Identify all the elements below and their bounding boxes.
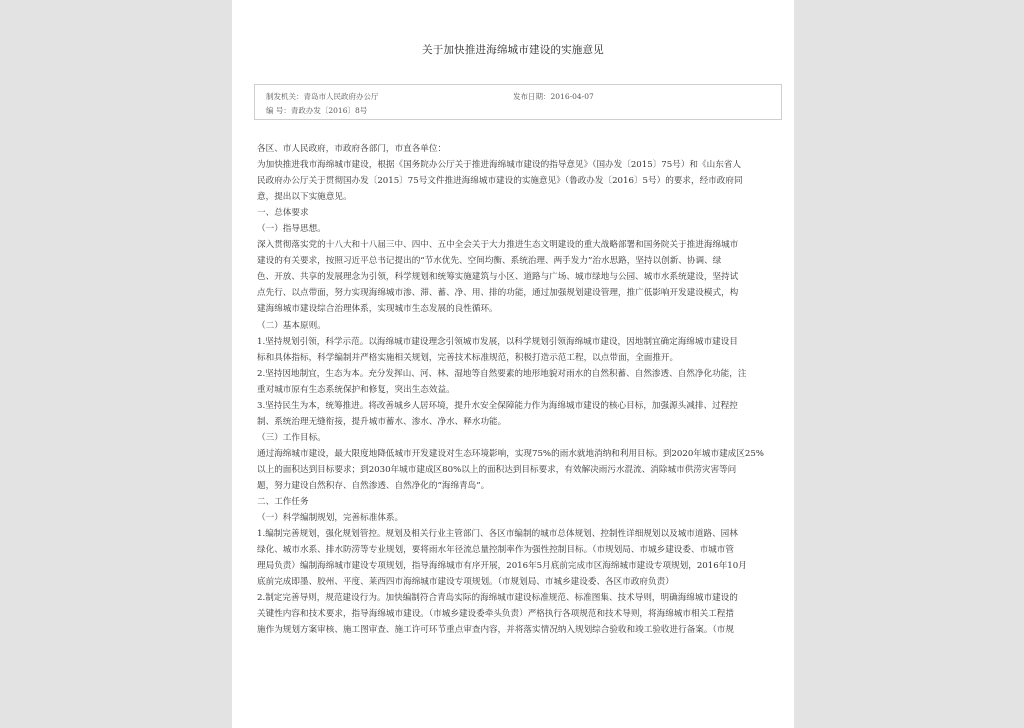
- body-line: 通过海绵城市建设，最大限度地降低城市开发建设对生态环境影响，实现75%的雨水就地消纳和利用目标。到2020年城市建成区25%: [257, 448, 764, 459]
- body-line: 建海绵城市建设综合治理体系，实现城市生态发展的良性循环。: [257, 304, 498, 315]
- body-line: 1.坚持规划引领，科学示范。以海绵城市建设理念引领城市发展，以科学规划引领海绵城市建设，因地制宜确定海绵城市建设目: [257, 336, 738, 347]
- body-line: 1.编制完善规划，强化规划管控。规划及相关行业主管部门、各区市编制的城市总体规划、控制性详细规划以及城市道路、园林: [257, 529, 738, 540]
- body-line: 2.坚持因地制宜，生态为本。充分发挥山、河、林、湿地等自然要素的地形地貌对雨水的自然积蓄、自然渗透、自然净化功能，注: [257, 368, 747, 379]
- body-line: 3.坚持民生为本，统筹推进。将改善城乡人居环境，提升水安全保障能力作为海绵城市建设的核心目标，加强源头减排、过程控: [257, 400, 738, 411]
- body-line: 一、总体要求: [257, 208, 309, 219]
- body-line: 点先行、以点带面，努力实现海绵城市渗、滞、蓄、净、用、排的功能，通过加强规划建设管理，推广低影响开发建设模式，构: [257, 288, 739, 299]
- body-line: 底前完成即墨、胶州、平度、莱西四市海绵城市建设专项规划。（市规划局、市城乡建设委、各区市政府负责）: [257, 577, 674, 588]
- body-line: （三）工作目标。: [257, 432, 326, 443]
- document-info-box: [254, 84, 782, 120]
- body-line: 标和具体指标，科学编制并严格实施相关规划，完善技术标准规范，积极打造示范工程，以点带面，全面推开。: [257, 352, 679, 363]
- body-line: 关键性内容和技术要求，指导海绵城市建设。（市城乡建设委牵头负责）严格执行各项规范和技术导则，将海绵城市相关工程措: [257, 609, 734, 620]
- body-line: 绿化、城市水系、排水防涝等专业规划，要将雨水年径流总量控制率作为强性控制目标。（市规划局、市城乡建设委、市城市管: [257, 545, 734, 556]
- body-line: 二、工作任务: [257, 497, 309, 508]
- document-page: [232, 0, 794, 728]
- body-line: 为加快推进我市海绵城市建设，根据《国务院办公厅关于推进海绵城市建设的指导意见》（国办发〔2015〕75号）和《山东省人: [257, 160, 741, 171]
- body-line: （一）指导思想。: [257, 224, 326, 235]
- body-line: 理局负责）编制海绵城市建设专项规划，指导海绵城市有序开展，2016年5月底前完成市区海绵城市建设专项规划，2016年10月: [257, 561, 747, 572]
- publish-date-field: 发布日期：2016-04-07: [513, 92, 594, 101]
- body-line: 以上的面积达到目标要求；到2030年城市建成区80%以上的面积达到目标要求，有效解决雨污水混流、消除城市供涝灾害等问: [257, 464, 737, 475]
- body-line: （二）基本原则。: [257, 320, 326, 331]
- body-line: 建设的有关要求，按照习近平总书记提出的“节水优先、空间均衡、系统治理、两手发力”治水思路，坚持以创新、协调、绿: [257, 256, 722, 267]
- body-line: 意，提出以下实施意见。: [257, 192, 352, 203]
- body-line: 深入贯彻落实党的十八大和十八届三中、四中、五中全会关于大力推进生态文明建设的重大战略部署和国务院关于推进海绵城市: [257, 240, 739, 251]
- document-body: [257, 141, 777, 638]
- issuer-field: 制发机关：青岛市人民政府办公厅: [266, 92, 379, 101]
- body-line: 制、系统治理无缝衔接，提升城市蓄水、渗水、净水、释水功能。: [257, 416, 507, 427]
- document-number-field: 编 号：青政办发〔2016〕8号: [266, 106, 368, 115]
- body-line: 2.制定完善导则，规范建设行为。加快编制符合青岛实际的海绵城市建设标准规范、标准图集、技术导则，明确海绵城市建设的: [257, 593, 738, 604]
- body-line: 重对城市原有生态系统保护和修复，突出生态效益。: [257, 384, 455, 395]
- body-line: 民政府办公厅关于贯彻国办发〔2015〕75号文件推进海绵城市建设的实施意见》（鲁政办发〔2016〕5号）的要求，经市政府同: [257, 176, 743, 187]
- body-line: 各区、市人民政府，市政府各部门，市直各单位：: [257, 144, 447, 154]
- body-line: 色、开放、共享的发展理念为引领，科学规划和统筹实施建筑与小区、道路与广场、城市绿地与公园、城市水系统建设，坚持试: [257, 272, 739, 283]
- document-title: 关于加快推进海绵城市建设的实施意见: [422, 44, 604, 56]
- body-line: （一）科学编制规划，完善标准体系。: [257, 513, 404, 524]
- body-line: 题，努力建设自然积存、自然渗透、自然净化的“海绵青岛”。: [257, 480, 490, 491]
- body-line: 施作为规划方案审核、施工图审查、施工许可环节重点审查内容，并将落实情况纳入规划综合验收和竣工验收进行备案。（市规: [257, 625, 734, 636]
